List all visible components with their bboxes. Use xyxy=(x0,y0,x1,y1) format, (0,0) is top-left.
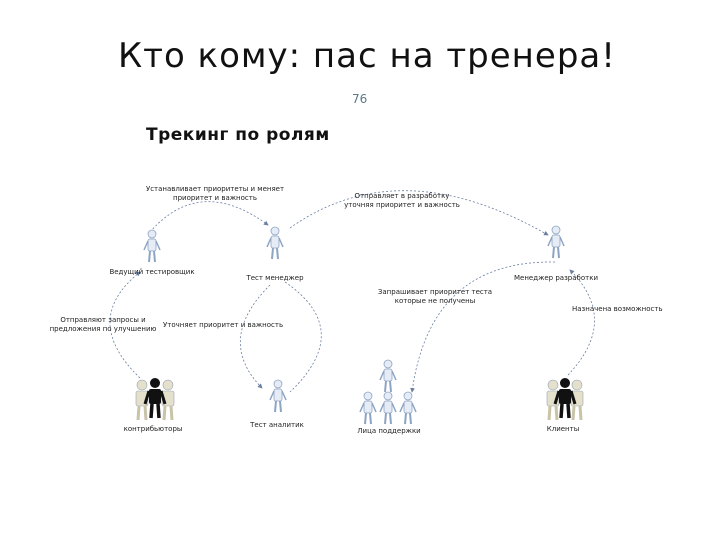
flow-label-contrib-to-lead: Отправляют запросы и предложения по улучшению xyxy=(49,316,157,333)
flow-label-manager-to-analyst: Уточняет приоритет и важность xyxy=(163,321,284,329)
dev-manager-figure xyxy=(548,226,564,258)
test-lead-figure xyxy=(144,230,160,262)
flow-label-manager-to-dev: Отправляет в разработку уточняя приоритет и важность xyxy=(344,192,460,209)
support-group-figure xyxy=(360,360,416,424)
role-label-test-analyst: Тест аналитик xyxy=(250,421,304,429)
test-analyst-figure xyxy=(270,380,286,412)
page-title: Кто кому: пас на тренера! xyxy=(118,36,616,76)
flow-arrows xyxy=(110,191,595,392)
customers-figure xyxy=(547,378,583,420)
role-label-support: Лица поддержки xyxy=(357,427,421,435)
arrow-manager-to-analyst xyxy=(240,282,321,392)
role-label-customers: Клиенты xyxy=(546,425,580,433)
role-label-contributors: контрибьюторы xyxy=(123,425,183,433)
role-label-test-lead: Ведущий тестировщик xyxy=(109,268,195,276)
subtitle: Трекинг по ролям xyxy=(146,125,330,145)
contributors-figure xyxy=(136,378,174,420)
arrow-lead-to-manager xyxy=(150,202,268,232)
role-label-test-manager: Тест менеджер xyxy=(246,274,304,282)
arrow-customers-to-dev xyxy=(568,270,595,375)
page-number: 76 xyxy=(352,92,368,106)
flow-label-dev-to-support: Запрашивает приоритет теста которые не получены xyxy=(377,288,493,305)
role-label-dev-manager: Менеджер разработки xyxy=(514,274,598,282)
flow-label-customers-to-dev: Назначена возможность xyxy=(572,305,663,313)
flow-label-lead-to-manager: Устанавливает приоритеты и меняет приоритет и важность xyxy=(145,185,285,202)
test-manager-figure xyxy=(267,227,283,259)
